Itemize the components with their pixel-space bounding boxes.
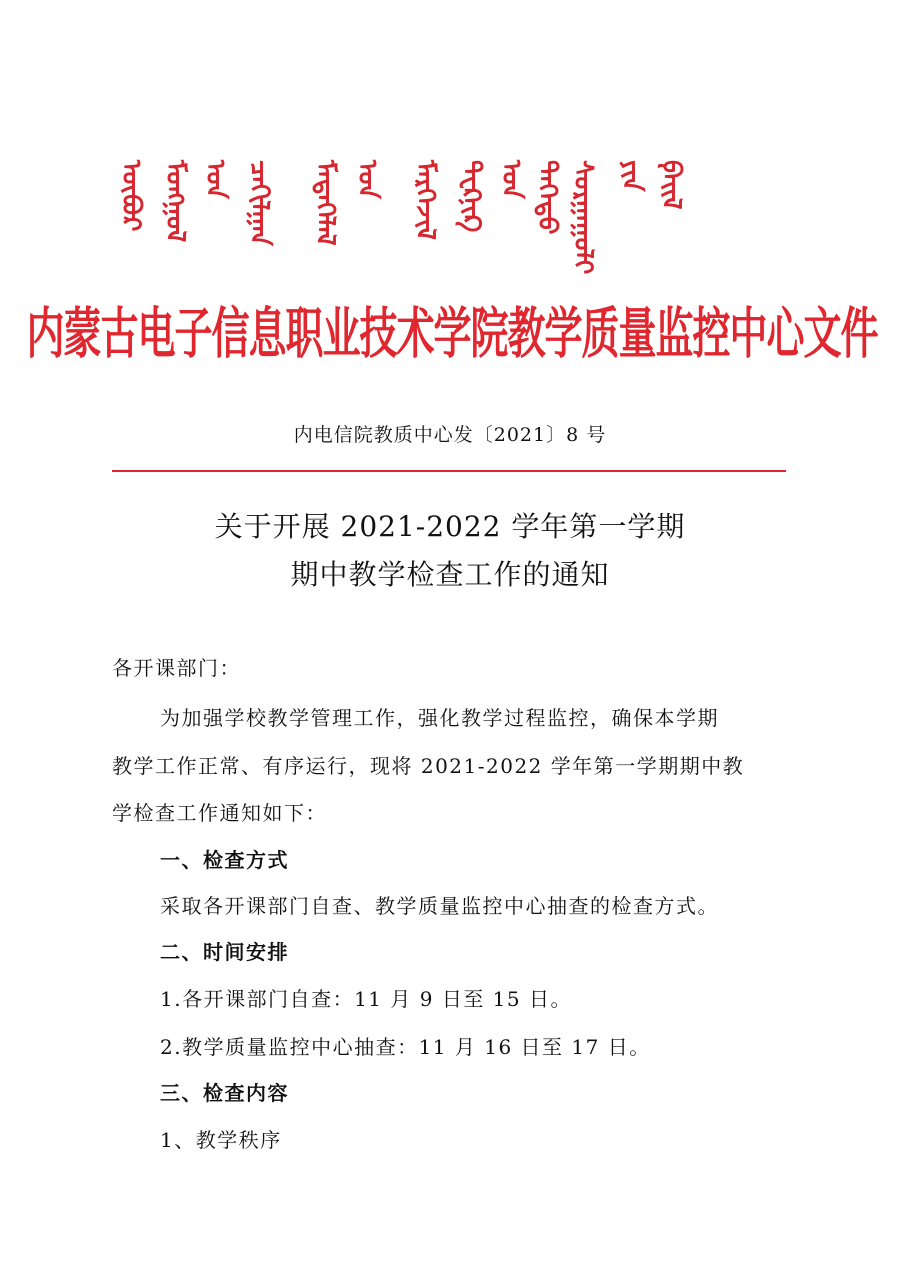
main-title-line-2: 期中教学检查工作的通知 — [290, 558, 610, 591]
mongolian-word: ᠶᠢᠨ — [616, 160, 646, 192]
mongolian-word: ᠳᠡᠭᠡᠳᠦ — [532, 160, 562, 235]
mongolian-word: ᠮᠣᠩᠭᠣᠯ — [160, 160, 190, 243]
intro-line: 教学工作正常、有序运行，现将 2021-2022 学年第一学期期中教 — [112, 754, 745, 778]
section-heading: 三、检查内容 — [160, 1081, 289, 1105]
mongolian-word: ᠮᠡᠷᠭᠡᠵᠢᠯ — [410, 160, 440, 241]
section-heading: 二、时间安排 — [160, 940, 289, 964]
mongolian-word: ᠲᠧᠺᠨᠢᠺ — [456, 160, 486, 233]
section-heading: 一、检查方式 — [160, 848, 289, 872]
salutation: 各开课部门： — [112, 656, 241, 680]
document-number: 内电信院教质中心发〔2021〕8 号 — [293, 424, 607, 446]
list-item: 1.各开课部门自查：11 月 9 日至 15 日。 — [160, 987, 572, 1011]
section-text: 采取各开课部门自查、教学质量监控中心抽查的检查方式。 — [160, 894, 719, 918]
intro-line: 为加强学校教学管理工作，强化教学过程监控，确保本学期 — [160, 706, 719, 730]
mongolian-word: ᠰᠤᠷᠭᠠᠭᠤᠯᠢ — [568, 160, 598, 275]
header-title: 内蒙古电子信息职业技术学院教学质量监控中心文件 — [26, 301, 878, 365]
mongolian-word: ᠤᠨ — [496, 160, 526, 199]
mongolian-word: ᠹᠠᠢᠯ — [656, 160, 686, 210]
main-title-line-1: 关于开展 2021-2022 学年第一学期 — [214, 510, 686, 543]
list-item: 2.教学质量监控中心抽查：11 月 16 日至 17 日。 — [160, 1035, 651, 1059]
intro-line: 学检查工作通知如下： — [112, 801, 327, 825]
mongolian-word: ᠤᠨ — [352, 160, 382, 199]
list-item: 1、教学秩序 — [160, 1128, 282, 1152]
mongolian-word: ᠥᠪᠦᠷ — [116, 160, 146, 232]
mongolian-word: ᠤᠨ — [200, 160, 230, 199]
mongolian-word: ᠮᠡᠳᠡᠭᠡᠯᠡᠯ — [310, 160, 340, 246]
mongolian-header — [118, 160, 788, 280]
mongolian-word: ᠴᠠᠬᠢᠯᠭᠠᠨ — [244, 160, 274, 246]
red-divider — [112, 470, 786, 472]
